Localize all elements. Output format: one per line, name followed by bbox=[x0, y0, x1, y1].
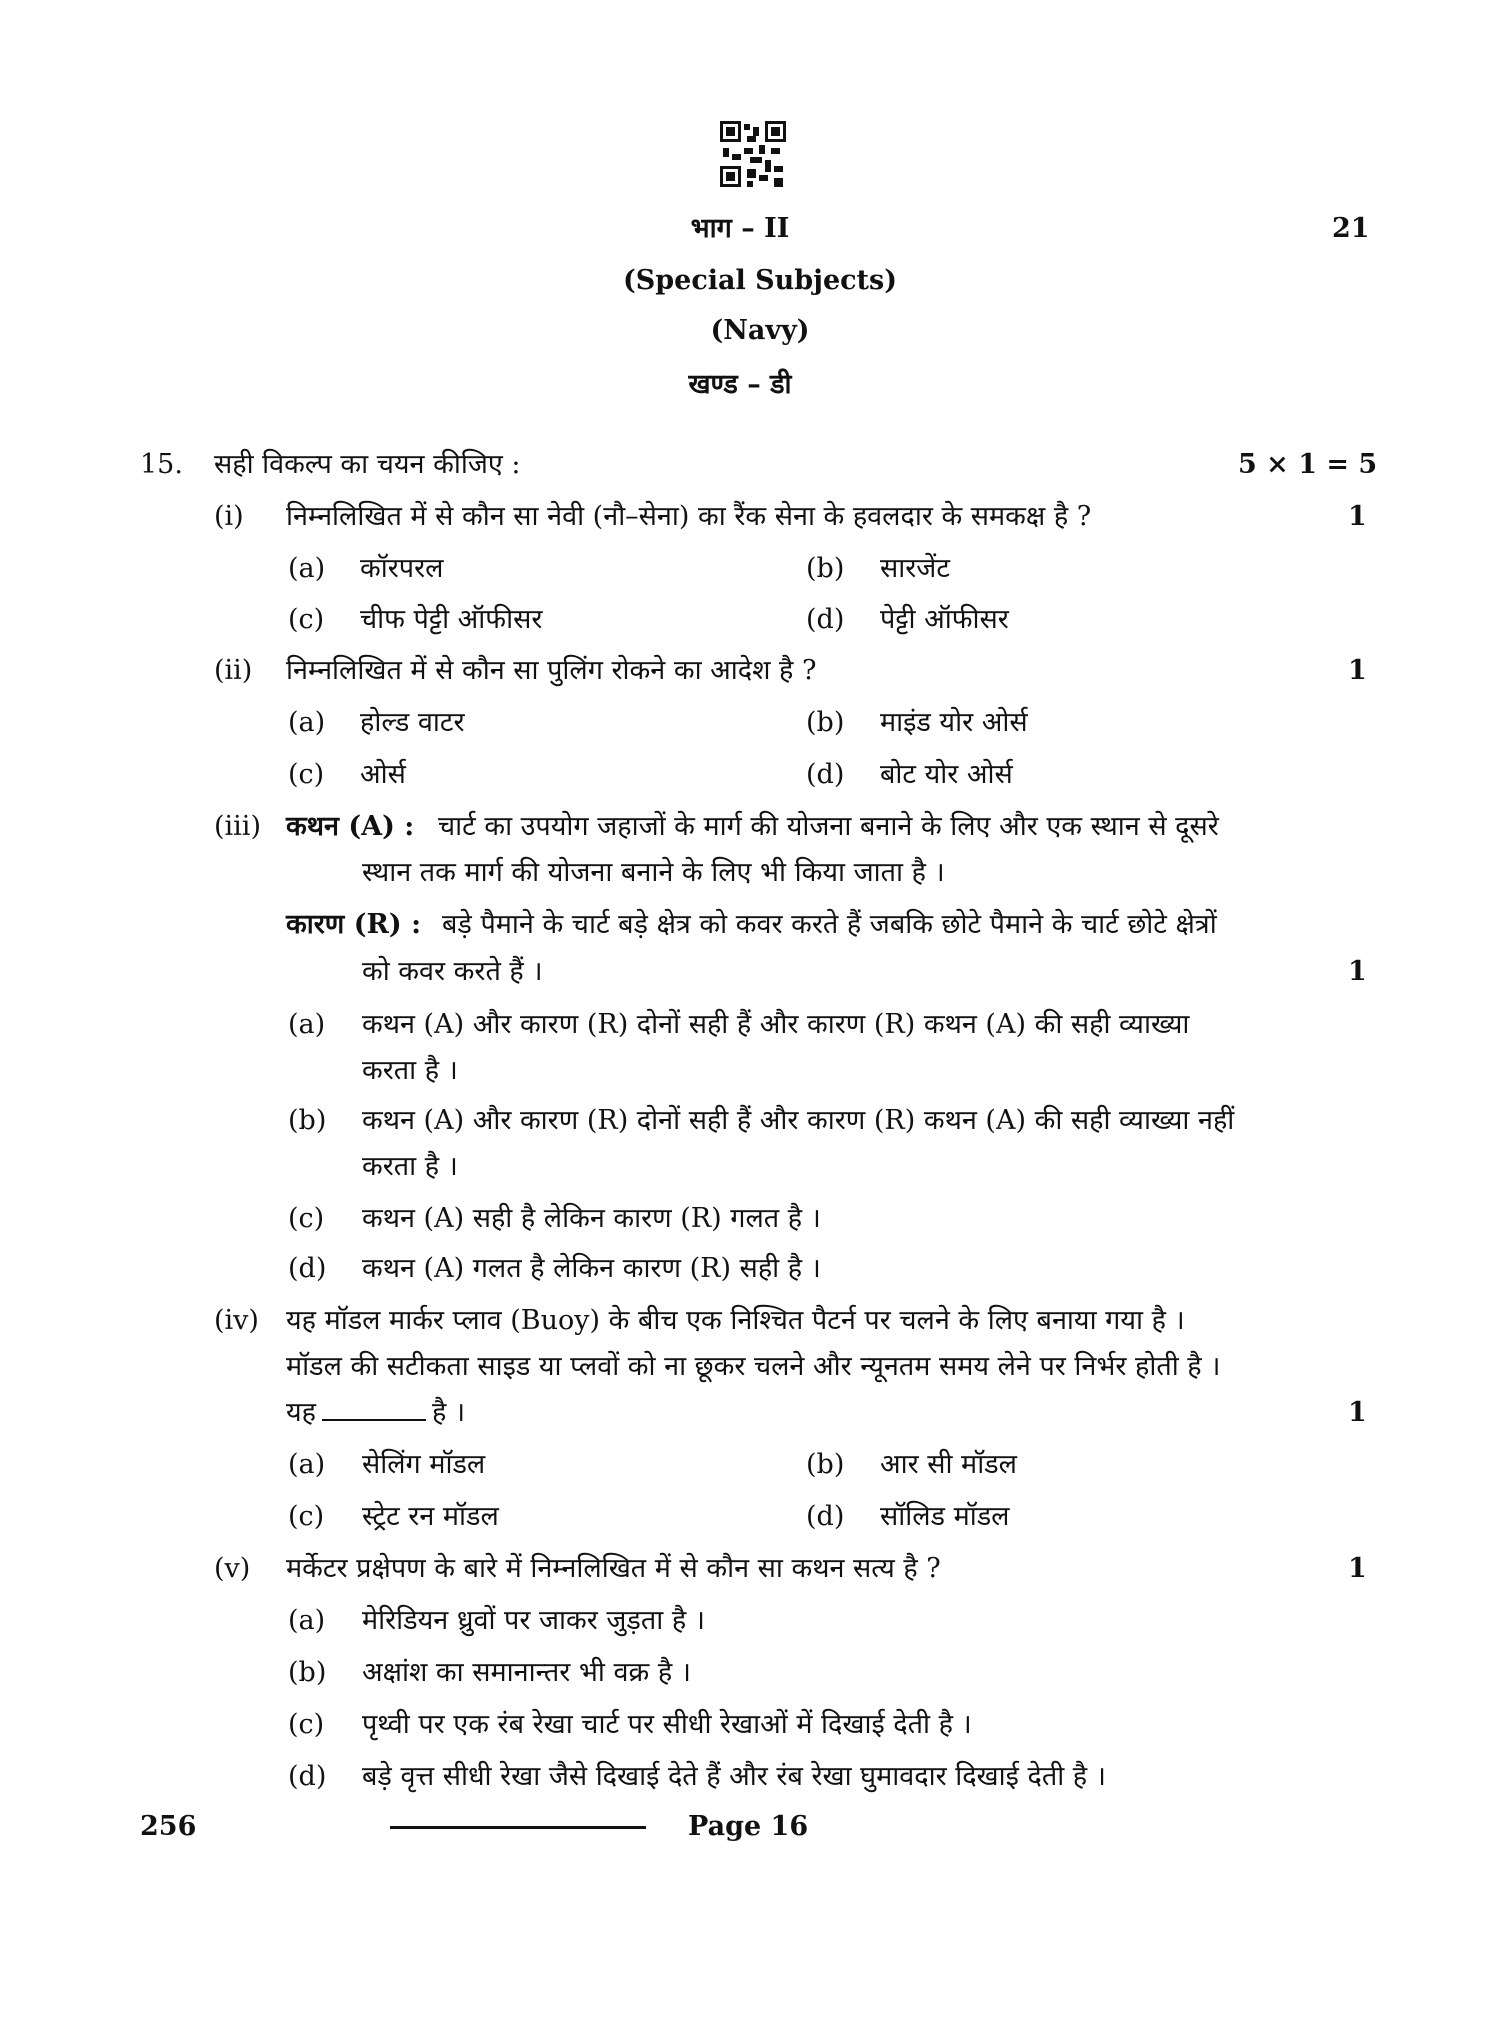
option-label: (c) bbox=[288, 1709, 325, 1740]
option-label: (b) bbox=[806, 1449, 845, 1480]
option-text: अक्षांश का समानान्तर भी वक्र है । bbox=[362, 1657, 691, 1688]
option-text: स्ट्रेट रन मॉडल bbox=[362, 1501, 499, 1532]
option-label: (c) bbox=[288, 1203, 325, 1234]
option-label: (d) bbox=[288, 1761, 327, 1792]
reason-label: कारण (R) : bbox=[286, 909, 422, 940]
option-text: बोट योर ओर्स bbox=[880, 759, 1013, 790]
option-label: (a) bbox=[288, 1009, 326, 1040]
assertion-text: चार्ट का उपयोग जहाजों के मार्ग की योजना बनाने के लिए और एक स्थान से दूसरे bbox=[438, 811, 1219, 842]
blank-suffix: है । bbox=[432, 1397, 466, 1428]
item-text: निम्नलिखित में से कौन सा नेवी (नौ–सेना) का रैंक सेना के हवलदार के समकक्ष है ? bbox=[286, 501, 1092, 532]
option-text-cont: करता है । bbox=[362, 1055, 458, 1086]
option-label: (b) bbox=[806, 553, 845, 584]
option-label: (d) bbox=[288, 1253, 327, 1284]
option-label: (a) bbox=[288, 1449, 326, 1480]
option-text: चीफ पेट्टी ऑफीसर bbox=[360, 604, 543, 635]
item-number: (iii) bbox=[214, 811, 261, 842]
option-text: कॉरपरल bbox=[360, 553, 444, 584]
option-text: कथन (A) सही है लेकिन कारण (R) गलत है । bbox=[362, 1203, 821, 1234]
option-label: (c) bbox=[288, 1501, 325, 1532]
item-marks: 1 bbox=[1348, 1553, 1367, 1584]
option-text: सॉलिड मॉडल bbox=[880, 1501, 1010, 1532]
branch-heading: (Navy) bbox=[710, 315, 810, 346]
option-text: ओर्स bbox=[360, 759, 406, 790]
option-label: (b) bbox=[288, 1105, 327, 1136]
option-label: (d) bbox=[806, 1501, 845, 1532]
item-text-cont: मॉडल की सटीकता साइड या प्लवों को ना छूकर चलने और न्यूनतम समय लेने पर निर्भर होती है । bbox=[286, 1351, 1221, 1382]
option-label: (d) bbox=[806, 604, 845, 635]
item-text: मर्केटर प्रक्षेपण के बारे में निम्नलिखित में से कौन सा कथन सत्य है ? bbox=[286, 1553, 941, 1584]
blank-prefix: यह bbox=[286, 1397, 316, 1428]
item-number: (v) bbox=[214, 1553, 251, 1584]
answer-blank bbox=[322, 1399, 426, 1421]
part-heading: भाग – II bbox=[690, 213, 790, 244]
page-code: 21 bbox=[1332, 213, 1370, 244]
question-marks: 5 × 1 = 5 bbox=[1238, 449, 1378, 480]
option-label: (b) bbox=[288, 1657, 327, 1688]
option-text: कथन (A) और कारण (R) दोनों सही हैं और कारण (R) कथन (A) की सही व्याख्या नहीं bbox=[362, 1105, 1235, 1136]
option-text: सेलिंग मॉडल bbox=[362, 1449, 486, 1480]
option-label: (b) bbox=[806, 707, 845, 738]
footer-code: 256 bbox=[140, 1811, 197, 1842]
option-label: (c) bbox=[288, 759, 325, 790]
option-text: कथन (A) गलत है लेकिन कारण (R) सही है । bbox=[362, 1253, 821, 1284]
option-text: सारजेंट bbox=[880, 553, 950, 584]
option-text: आर सी मॉडल bbox=[880, 1449, 1017, 1480]
footer-rule bbox=[390, 1826, 646, 1829]
option-label: (a) bbox=[288, 553, 326, 584]
option-text-cont: करता है । bbox=[362, 1151, 458, 1182]
option-text: बड़े वृत्त सीधी रेखा जैसे दिखाई देते हैं और रंब रेखा घुमावदार दिखाई देती है । bbox=[362, 1761, 1106, 1792]
option-label: (d) bbox=[806, 759, 845, 790]
option-label: (a) bbox=[288, 707, 326, 738]
item-text: निम्नलिखित में से कौन सा पुलिंग रोकने का आदेश है ? bbox=[286, 655, 817, 686]
option-text: पृथ्वी पर एक रंब रेखा चार्ट पर सीधी रेखाओं में दिखाई देती है । bbox=[362, 1709, 972, 1740]
item-number: (ii) bbox=[214, 655, 253, 686]
reason-text: बड़े पैमाने के चार्ट बड़े क्षेत्र को कवर करते हैं जबकि छोटे पैमाने के चार्ट छोटे क्षेत्रों bbox=[442, 909, 1217, 940]
item-marks: 1 bbox=[1348, 655, 1367, 686]
question-instruction: सही विकल्प का चयन कीजिए : bbox=[214, 449, 521, 480]
option-text: माइंड योर ओर्स bbox=[880, 707, 1028, 738]
question-number: 15. bbox=[140, 449, 183, 480]
item-number: (iv) bbox=[214, 1305, 259, 1336]
subtitle: (Special Subjects) bbox=[622, 265, 898, 296]
option-text: होल्ड वाटर bbox=[360, 707, 465, 738]
qr-code-icon bbox=[720, 121, 786, 187]
section-heading: खण्ड – डी bbox=[688, 369, 792, 400]
item-number: (i) bbox=[214, 501, 244, 532]
item-text: यह मॉडल मार्कर प्लाव (Buoy) के बीच एक निश्चित पैटर्न पर चलने के लिए बनाया गया है । bbox=[286, 1305, 1185, 1336]
assertion-label: कथन (A) : bbox=[286, 811, 415, 842]
fill-in-blank-line bbox=[286, 1396, 465, 1430]
item-marks: 1 bbox=[1348, 1397, 1367, 1428]
item-marks: 1 bbox=[1348, 501, 1367, 532]
option-label: (c) bbox=[288, 604, 325, 635]
assertion-text-cont: स्थान तक मार्ग की योजना बनाने के लिए भी किया जाता है । bbox=[362, 857, 945, 888]
option-label: (a) bbox=[288, 1605, 326, 1636]
reason-text-cont: को कवर करते हैं । bbox=[362, 956, 543, 987]
option-text: पेट्टी ऑफीसर bbox=[880, 604, 1009, 635]
item-marks: 1 bbox=[1348, 956, 1367, 987]
footer-page-number: Page 16 bbox=[688, 1811, 809, 1842]
option-text: कथन (A) और कारण (R) दोनों सही हैं और कारण (R) कथन (A) की सही व्याख्या bbox=[362, 1009, 1190, 1040]
option-text: मेरिडियन ध्रुवों पर जाकर जुड़ता है । bbox=[362, 1605, 705, 1636]
